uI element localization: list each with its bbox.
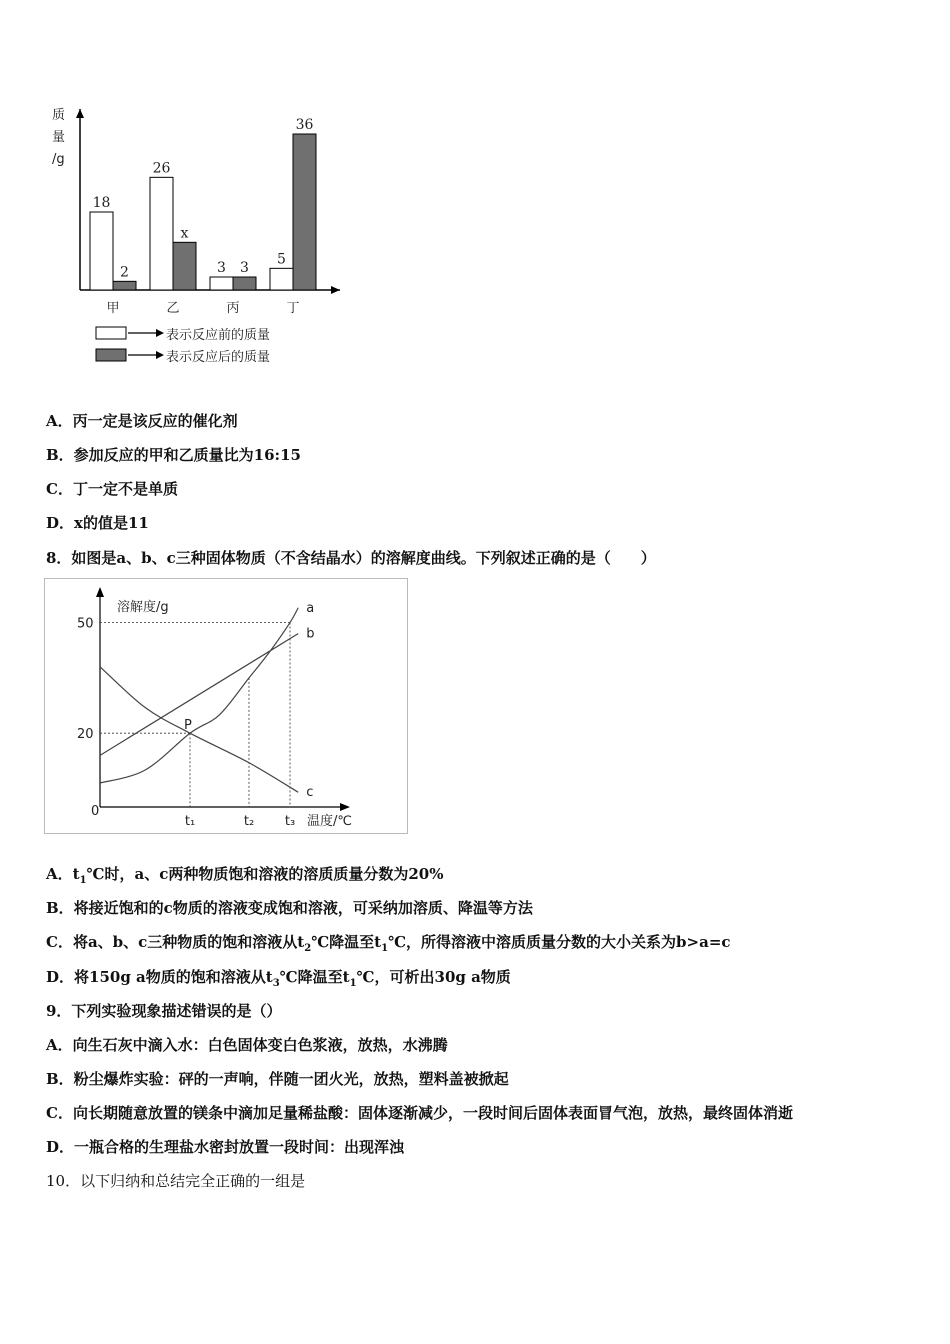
q8-c-post: ℃，所得溶液中溶质质量分数的大小关系为b>a=c (388, 933, 731, 951)
q8-option-a[interactable] (46, 863, 444, 886)
y-axis-label-part: 量 (52, 130, 66, 145)
q9-option-b[interactable]: B．粉尘爆炸实验：砰的一声响，伴随一团火光，放热，塑料盖被掀起 (46, 1070, 509, 1088)
bar-after-value-label: 2 (120, 264, 129, 281)
x-tick-label: 乙 (166, 301, 180, 316)
mass-bar-chart (48, 95, 358, 380)
q9-option-c[interactable]: C．向长期随意放置的镁条中滴加足量稀盐酸：固体逐渐减少，一段时间后固体表面冒气泡，放热，最终固体消逝 (46, 1104, 793, 1122)
q9-option-d[interactable]: D．一瓶合格的生理盐水密封放置一段时间：出现浑浊 (46, 1138, 405, 1156)
bar-before (150, 177, 173, 290)
point-label-p: P (184, 718, 192, 734)
bar-after (113, 281, 136, 290)
x-tick-label: t₃ (284, 814, 296, 829)
q8-a-post: ℃时，a、c两种物质饱和溶液的溶质质量分数为20% (86, 865, 444, 883)
bar-before (210, 277, 233, 290)
q9-stem: 9．下列实验现象描述错误的是（） (46, 1002, 282, 1020)
x-axis-arrow-icon (331, 286, 340, 294)
x-tick-label: t₁ (184, 814, 196, 829)
bar-before-value-label: 3 (217, 260, 226, 276)
bar-after (173, 242, 196, 290)
y-tick-label: 50 (77, 616, 94, 632)
legend-label: 表示反应前的质量 (166, 328, 271, 343)
x-axis-arrow-icon (340, 803, 350, 811)
bar-after-value-label: x (180, 225, 189, 242)
legend-arrow-icon (156, 351, 164, 359)
q8-stem: 8．如图是a、b、c三种固体物质（不含结晶水）的溶解度曲线。下列叙述正确的是（ ） (46, 549, 656, 567)
y-axis-label-part: /g (52, 152, 65, 167)
q7-option-a[interactable]: A．丙一定是该反应的催化剂 (46, 412, 238, 430)
legend-arrow-icon (156, 329, 164, 337)
bar-before-value-label: 5 (277, 251, 286, 268)
q8-d-sub2: 1 (349, 978, 357, 989)
legend-label: 表示反应后的质量 (166, 350, 271, 365)
curve-label-c: c (306, 785, 314, 801)
y-axis-arrow-icon (96, 587, 104, 597)
bar-before-value-label: 26 (152, 160, 171, 177)
q9-option-a[interactable]: A．向生石灰中滴入水：白色固体变白色浆液，放热，水沸腾 (46, 1036, 448, 1054)
q8-a-sub: 1 (79, 875, 87, 886)
curve-label-a: a (306, 600, 315, 616)
y-axis-label: 溶解度/g (117, 600, 169, 615)
y-axis-arrow-icon (76, 109, 84, 118)
y-tick-label: 20 (77, 727, 94, 743)
q7-option-c[interactable]: C．丁一定不是单质 (46, 480, 178, 498)
x-tick-label: 丙 (226, 301, 240, 316)
x-axis-label: 温度/℃ (307, 814, 352, 829)
bar-before-value-label: 18 (92, 195, 111, 211)
q7-option-d[interactable]: D．x的值是11 (46, 514, 149, 532)
q8-option-b[interactable]: B．将接近饱和的c物质的溶液变成饱和溶液，可采纳加溶质、降温等方法 (46, 899, 533, 917)
solubility-curve-chart (44, 578, 408, 834)
q8-d-pre: D．将150g a物质的饱和溶液从t (46, 968, 273, 986)
legend-swatch (96, 327, 126, 339)
q8-d-mid: ℃降温至t (279, 968, 350, 986)
q7-option-b[interactable]: B．参加反应的甲和乙质量比为16:15 (46, 446, 301, 464)
bar-before (90, 212, 113, 290)
legend-swatch (96, 349, 126, 361)
q8-option-d[interactable] (46, 966, 511, 989)
q8-d-sub1: 3 (272, 978, 280, 989)
bar-after (293, 134, 316, 290)
q8-option-c[interactable] (46, 931, 731, 954)
x-tick-label: 甲 (106, 301, 120, 316)
q8-c-mid: ℃降温至t (311, 933, 382, 951)
bar-after (233, 277, 256, 290)
curve-c (100, 667, 298, 792)
bar-after-value-label: 3 (240, 260, 249, 276)
bar-before (270, 268, 293, 290)
y-axis-label-part: 质 (52, 108, 66, 123)
q8-c-sub1: 2 (304, 943, 312, 954)
curve-label-b: b (306, 626, 315, 642)
bar-after-value-label: 36 (295, 117, 314, 133)
q8-d-post: ℃，可析出30g a物质 (356, 968, 511, 986)
q8-c-pre: C．将a、b、c三种物质的饱和溶液从t (46, 933, 305, 951)
y-tick-label: 0 (91, 804, 100, 819)
q8-c-sub2: 1 (381, 943, 389, 954)
x-tick-label: 丁 (286, 301, 300, 316)
q10-stem: 10．以下归纳和总结完全正确的一组是 (46, 1172, 306, 1190)
x-tick-label: t₂ (243, 814, 255, 829)
q8-a-pre: A．t (46, 865, 80, 883)
